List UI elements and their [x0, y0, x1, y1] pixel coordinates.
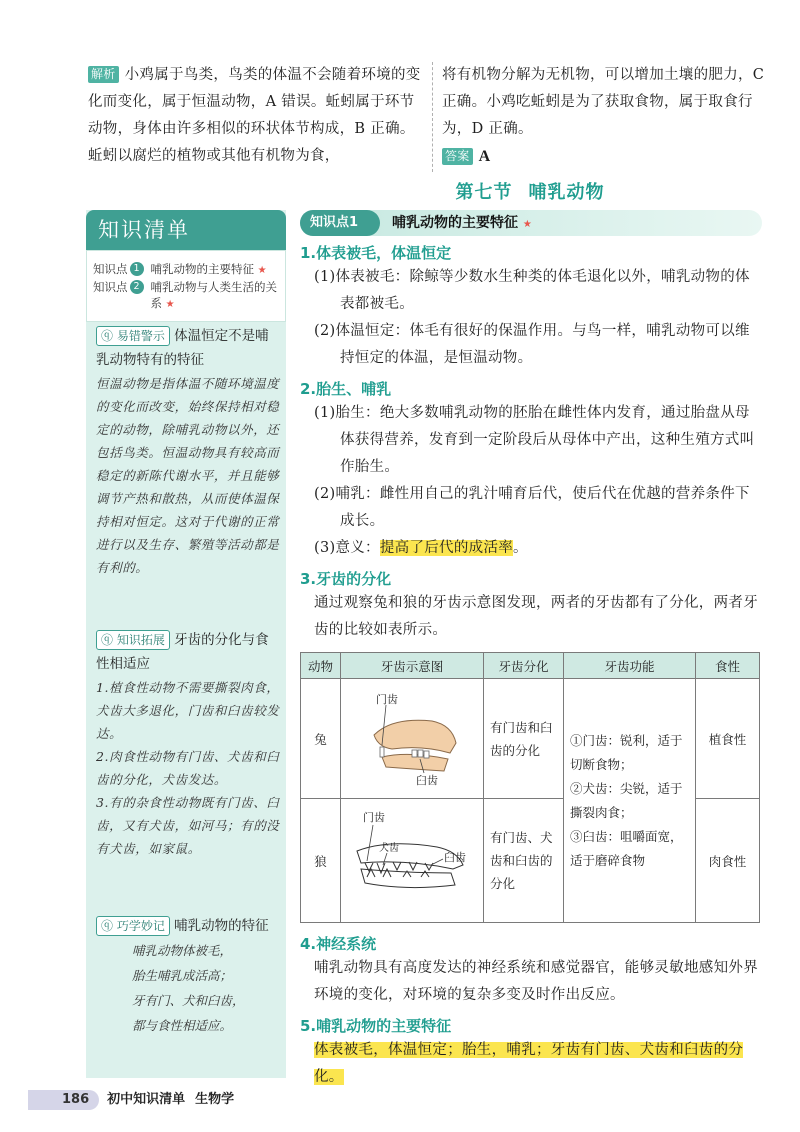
knowledge-point-tag: 知识点1 — [300, 210, 380, 236]
function-molar: ③臼齿：咀嚼面宽，适于磨碎食物 — [570, 828, 683, 868]
s2-p2: (2)哺乳：雌性用自己的乳汁哺育后代，使后代在优越的营养条件下成长。 — [314, 486, 750, 529]
star-icon: ★ — [165, 299, 175, 310]
sidebar-header: 知识清单 — [86, 210, 286, 250]
table-header-row — [301, 653, 760, 679]
s4-text: 哺乳动物具有高度发达的神经系统和感觉器官，能够灵敏地感知外界环境的变化，对环境的复杂多变及时作出反应。 — [314, 960, 758, 1003]
th-diet: 食性 — [696, 653, 760, 679]
subject-name: 生物学 — [195, 1092, 235, 1107]
extension-heading: 牙齿的分化与食性相适应 — [96, 632, 269, 672]
s3-title: 3.牙齿的分化 — [300, 570, 392, 588]
extension-block — [96, 628, 282, 860]
warning-text: 恒温动物是指体温不随环境温度的变化而改变，始终保持相对稳定的动物，除哺乳动物以外，还包括鸟类。恒温动物具有较高而稳定的新陈代谢水平，并且能够调节产热和散热，从而使体温保持相对恒定。这对于代谢的正常进行以及生存、繁殖等活动都是有利的。 — [96, 376, 280, 575]
cell-teeth-function — [564, 679, 696, 923]
analysis-tag: 解析 — [88, 66, 119, 83]
extension-badge: ⓠ 知识拓展 — [96, 630, 170, 650]
toc-box — [86, 250, 286, 322]
section-name: 哺乳动物 — [528, 182, 605, 203]
memory-line-3: 牙有门、犬和臼齿， — [132, 993, 245, 1008]
page-footer — [28, 1088, 328, 1108]
knowledge-sidebar — [86, 210, 286, 1078]
analysis-right-column — [432, 62, 766, 172]
knowledge-point-bar — [300, 210, 762, 236]
function-canine: ②犬齿：尖锐，适于撕裂肉食； — [570, 780, 683, 820]
th-function: 牙齿功能 — [564, 653, 696, 679]
toc-item-1[interactable] — [93, 261, 279, 279]
analysis-text-right: 将有机物分解为无机物，可以增加土壤的肥力，C 正确。小鸡吃蚯蚓是为了获取食物，属于取食行为，D 正确。 — [442, 67, 765, 137]
cell-wolf: 狼 — [301, 799, 341, 923]
knowledge-point-title: 哺乳动物的主要特征 ★ — [392, 215, 532, 231]
section-title — [300, 178, 760, 204]
s2-p1: (1)胎生：绝大多数哺乳动物的胚胎在雌性体内发育，通过胎盘从母体获得营养，发育到一定阶段后从母体中产出，这种生殖方式叫作胎生。 — [314, 405, 755, 475]
s2-p3: (3)意义：提高了后代的成活率。 — [314, 540, 528, 556]
star-icon: ★ — [522, 219, 532, 230]
highlight-main-features: 体表被毛，体温恒定；胎生，哺乳；牙齿有门齿、犬齿和臼齿的分化。 — [314, 1042, 744, 1085]
s1-p1: (1)体表被毛：除鲸等少数水生种类的体毛退化以外，哺乳动物的体表都被毛。 — [314, 269, 750, 312]
warning-heading: 体温恒定不是哺乳动物特有的特征 — [96, 328, 269, 368]
memory-heading: 哺乳动物的特征 — [174, 918, 269, 934]
toc-number: 1 — [130, 262, 144, 276]
memory-line-1: 哺乳动物体被毛， — [132, 943, 233, 958]
toc-label: 知识点 — [93, 262, 128, 276]
label-incisor: 门齿 — [376, 693, 398, 706]
s2-title: 2.胎生、哺乳 — [300, 380, 392, 398]
cell-rabbit-differentiation: 有门齿和臼齿的分化 — [484, 679, 564, 799]
toc-label: 知识点 — [93, 280, 128, 294]
cell-wolf-diet: 肉食性 — [696, 799, 760, 923]
th-animal: 动物 — [301, 653, 341, 679]
extension-item-3: 3.有的杂食性动物既有门齿、臼齿，又有犬齿，如河马；有的没有犬齿，如家鼠。 — [96, 795, 280, 856]
extension-item-1: 1.植食性动物不需要撕裂肉食，犬齿大多退化，门齿和臼齿较发达。 — [96, 680, 280, 741]
label-incisor: 门齿 — [363, 811, 385, 824]
s1-title: 1.体表被毛，体温恒定 — [300, 244, 452, 262]
answer-tag: 答案 — [442, 148, 473, 165]
rabbit-teeth-diagram — [341, 679, 484, 799]
teeth-comparison-table — [300, 652, 760, 923]
th-diagram: 牙齿示意图 — [341, 653, 484, 679]
answer-value: A — [478, 148, 491, 165]
toc-text: 哺乳动物与人类生活的关系 — [150, 280, 277, 310]
highlight-survival: 提高了后代的成活率 — [379, 540, 514, 556]
book-title: 初中知识清单 — [107, 1092, 186, 1107]
rabbit-skull-illustration — [352, 687, 472, 787]
s1-p2: (2)体温恒定：体毛有很好的保温作用。与鸟一样，哺乳动物可以维持恒定的体温，是恒温动物。 — [314, 323, 750, 366]
toc-text: 哺乳动物的主要特征 — [150, 262, 254, 276]
memory-line-4: 都与食性相适应。 — [132, 1018, 233, 1033]
cell-wolf-differentiation: 有门齿、犬齿和臼齿的分化 — [484, 799, 564, 923]
s4-title: 4.神经系统 — [300, 935, 377, 953]
s5-title: 5.哺乳动物的主要特征 — [300, 1017, 452, 1035]
warning-badge: ⓠ 易错警示 — [96, 326, 170, 346]
toc-number: 2 — [130, 280, 144, 294]
memory-block — [96, 914, 282, 1038]
wolf-teeth-diagram — [341, 799, 484, 923]
memory-line-2: 胎生哺乳成活高； — [132, 968, 233, 983]
main-content — [300, 210, 762, 1091]
toc-item-2[interactable] — [93, 279, 279, 313]
label-molar: 臼齿 — [444, 851, 466, 864]
s3-intro: 通过观察兔和狼的牙齿示意图发现，两者的牙齿都有了分化，两者牙齿的比较如表所示。 — [314, 595, 758, 638]
cell-rabbit-diet: 植食性 — [696, 679, 760, 799]
cell-rabbit: 兔 — [301, 679, 341, 799]
label-canine: 犬齿 — [379, 843, 399, 854]
label-molar: 臼齿 — [416, 774, 438, 787]
table-row-rabbit — [301, 679, 760, 799]
answer-analysis — [88, 62, 766, 172]
th-differentiation: 牙齿分化 — [484, 653, 564, 679]
warning-block — [96, 324, 282, 579]
analysis-text-left: 小鸡属于鸟类，鸟类的体温不会随着环境的变化而变化，属于恒温动物，A 错误。蚯蚓属于环节动物，身体由许多相似的环状体节构成，B 正确。蚯蚓以腐烂的植物或其他有机物为食， — [88, 67, 421, 164]
function-incisor: ①门齿：锐利，适于切断食物； — [570, 732, 683, 772]
wolf-skull-illustration — [347, 807, 477, 911]
s5-text — [300, 1037, 762, 1091]
analysis-left-column — [88, 62, 422, 172]
memory-badge: ⓠ 巧学妙记 — [96, 916, 170, 936]
extension-item-2: 2.肉食性动物有门齿、犬齿和臼齿的分化，犬齿发达。 — [96, 749, 280, 787]
page-number: 186 — [28, 1090, 99, 1110]
section-number: 第七节 — [455, 182, 513, 203]
star-icon: ★ — [257, 265, 267, 276]
